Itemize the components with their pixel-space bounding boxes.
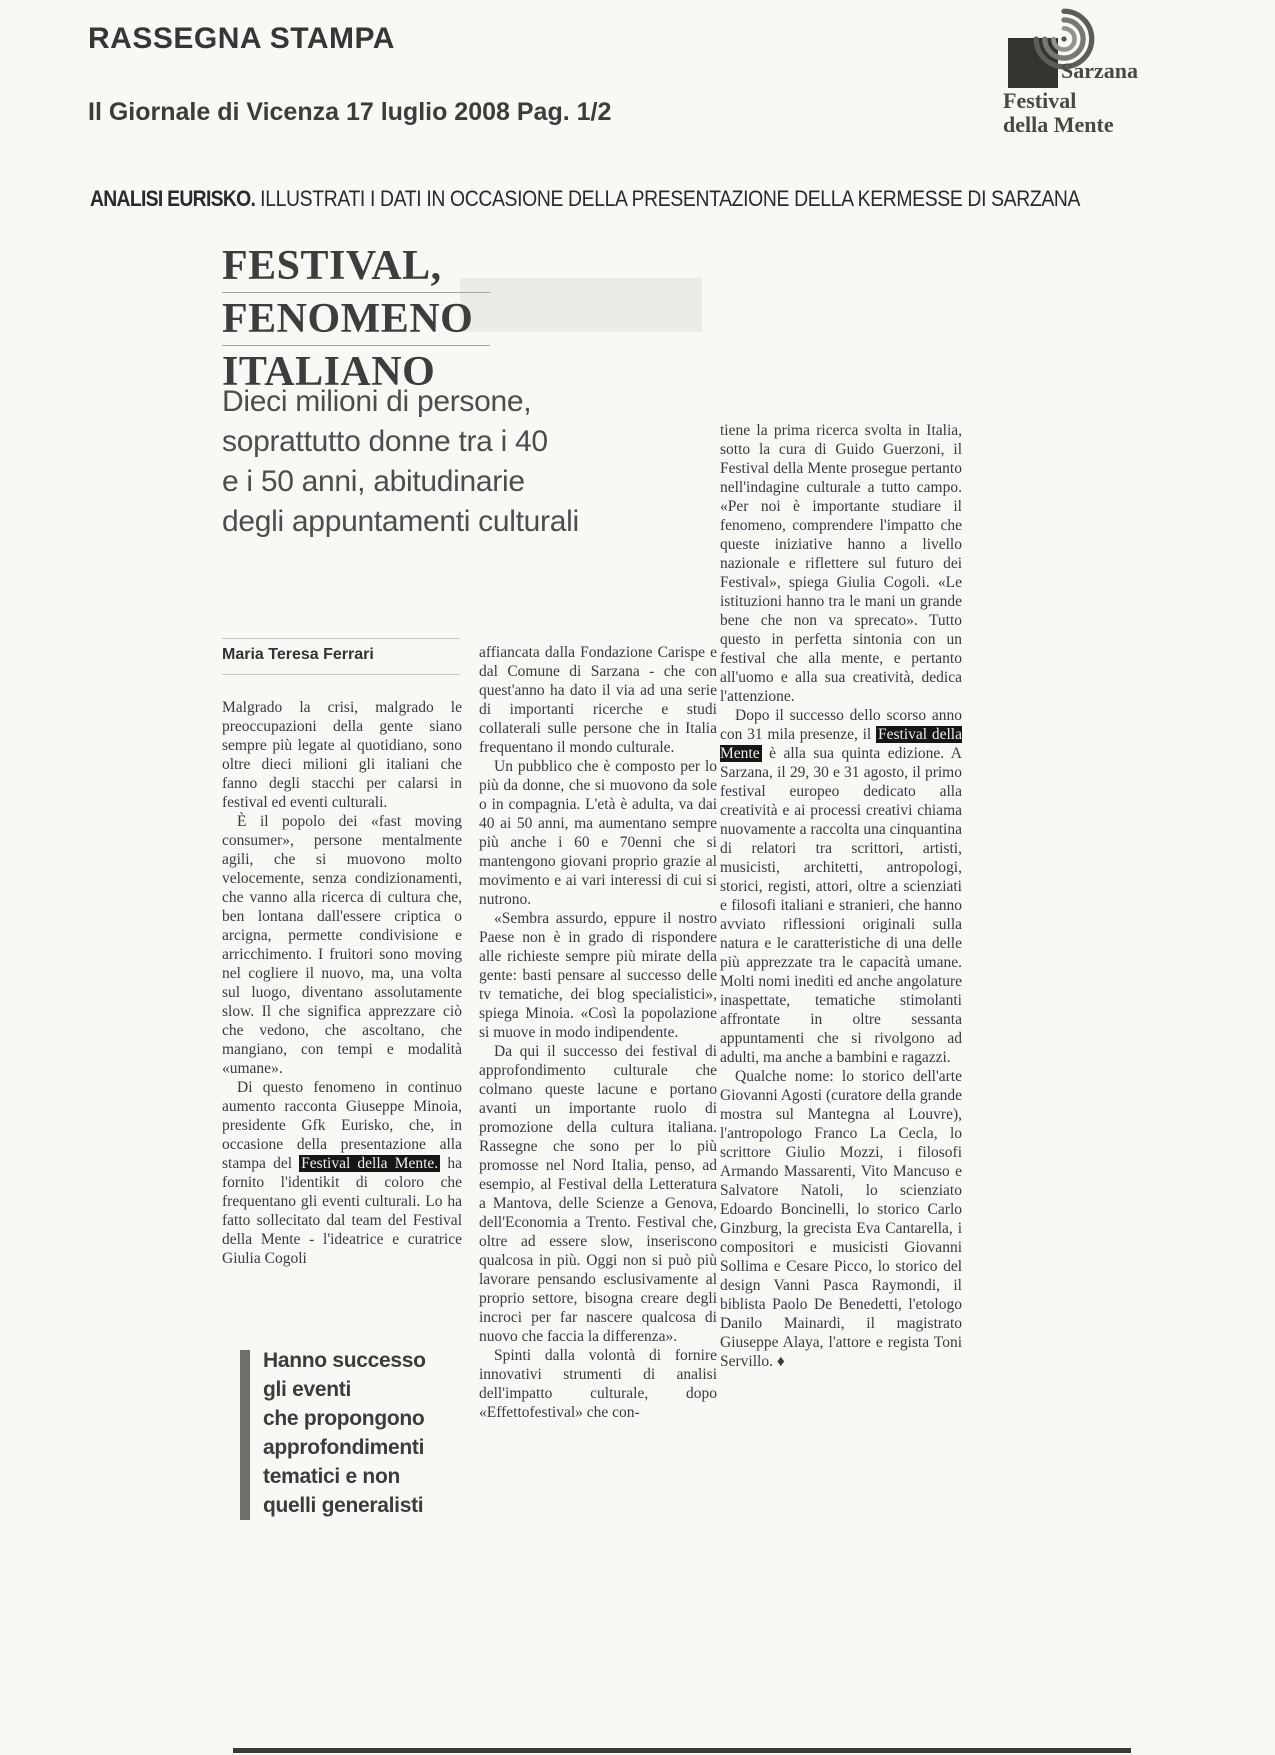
pull-quote-line: approfondimenti bbox=[263, 1436, 425, 1459]
logo-name-line1: Festival bbox=[1003, 88, 1077, 113]
body-column-1 bbox=[222, 698, 462, 1268]
faded-image-area bbox=[460, 278, 702, 332]
scan-bottom-edge bbox=[233, 1748, 1131, 1753]
kicker-rest: ILLUSTRATI I DATI IN OCCASIONE DELLA PRESENTAZIONE DELLA KERMESSE DI SARZANA bbox=[255, 186, 1081, 211]
paragraph bbox=[720, 706, 962, 1067]
deck-line-3: e i 50 anni, abitudinarie bbox=[222, 465, 525, 498]
paragraph: È il popolo dei «fast moving consumer», persone mentalmente agili, che si muovono molto velocemente, senza condizionamenti, che vanno alla ricerca di cultura che, ben lontana dall'essere criptica o arcigna, permette condivisione e arricchimento. I fruitori sono moving nel cogliere il nuovo, ma, una volta sul luogo, diventano assolutamente slow. Il che significa apprezzare ciò che vedono, che ascoltano, che mangiano, con tempi e modalità «umane». bbox=[222, 813, 462, 1077]
body-column-2 bbox=[479, 643, 717, 1422]
paragraph: Un pubblico che è composto per lo più da donne, che si muovono da sole o in compagnia. L'età è adulta, va dai 40 ai 50 anni, ma aumentano sempre più anche i 60 e 70enni che si mantengono giovani proprio grazie al movimento e ai vari interessi di cui si nutrono. bbox=[479, 758, 717, 908]
headline-line-1: FESTIVAL, bbox=[222, 240, 490, 293]
pull-quote-line: gli eventi bbox=[263, 1378, 352, 1401]
logo-name-line2: della Mente bbox=[1003, 112, 1114, 137]
paragraph: Da qui il successo dei festival di approfondimento culturale che colmano queste lacune e portano avanti un importante ruolo di promozione della cultura italiana. Rassegne che sono per lo più promosse nel Nord Italia, penso, ad esempio, al Festival della Letteratura a Mantova, delle Scienze a Genova, dell'Economia a Trento. Festival che, oltre ad essere slow, inseriscono qualcosa in più. Oggi non si può più lavorare pensando esclusivamente al proprio settore, bisogna creare degli incroci per far nascere qualcosa di nuovo che faccia la differenza». bbox=[479, 1043, 717, 1345]
paragraph-text: Di questo fenomeno in continuo aumento racconta Giuseppe Minoia, presidente Gfk Eurisko, che, in occasione della presentazione alla stampa del bbox=[222, 1079, 462, 1172]
kicker-lead: ANALISI EURISKO. bbox=[90, 186, 256, 211]
highlighted-festival-name: Festival della Mente. bbox=[301, 1155, 439, 1172]
paragraph: Qualche nome: lo storico dell'arte Giovanni Agosti (curatore della grande mostra sul Mantegna al Louvre), l'antropologo Franco La Cecla, lo scrittore Giulio Mozzi, i filosofi Armando Massarenti, Vito Mancuso e Salvatore Natoli, lo scienziato Edoardo Boncinelli, lo storico Carlo Ginzburg, la grecista Eva Cantarella, i compositori e musicisti Giovanni Sollima e Cesare Picco, lo storico del design Vanni Pasca Raymondi, il biblista Paolo De Benedetti, l'etologo Danilo Mainardi, il magistrato Giuseppe Alaya, l'attore e regista Toni Servillo. ♦ bbox=[720, 1068, 962, 1370]
body-column-3 bbox=[720, 421, 962, 1371]
kicker-line bbox=[90, 186, 1234, 212]
paragraph-text: ha fornito l'identikit di coloro che frequentano gli eventi culturali. Lo ha fatto sollecitato dal team del Festival della Mente - l'ideatrice e curatrice Giulia Cogoli bbox=[222, 1155, 462, 1267]
pull-quote bbox=[240, 1346, 470, 1520]
paragraph: Malgrado la crisi, malgrado le preoccupazioni della gente siano sempre più legate al quotidiano, sono oltre dieci milioni gli italiani che fanno degli stacchi per calarsi in festival ed eventi culturali. bbox=[222, 699, 462, 811]
festival-della-mente-logo bbox=[995, 10, 1165, 140]
pull-quote-line: quelli generalisti bbox=[263, 1494, 424, 1517]
highlighted-festival-name: Festival della Mente bbox=[720, 726, 962, 762]
pull-quote-bar bbox=[240, 1350, 250, 1520]
pull-quote-line: Hanno successo bbox=[263, 1349, 426, 1372]
paragraph: «Sembra assurdo, eppure il nostro Paese non è in grado di rispondere alle richieste sempre più mirate della gente: basti pensare al successo delle tv tematiche, dei blog specialistici», spiega Minoia. «Così la popolazione si muove in modo indipendente. bbox=[479, 910, 717, 1041]
logo-city-label: Sarzana bbox=[1061, 58, 1138, 83]
newspaper-source-line: Il Giornale di Vicenza 17 luglio 2008 Pag. 1/2 bbox=[88, 98, 612, 126]
paragraph: tiene la prima ricerca svolta in Italia, sotto la cura di Guido Guerzoni, il Festival della Mente prosegue pertanto nell'indagine culturale a tutto campo. «Per noi è importante studiare il fenomeno, comprendere l'impatto che queste iniziative hanno a livello nazionale e riflettere sul futuro dei Festival», spiega Giulia Cogoli. «Le istituzioni hanno tra le mani un grande bene che non va sprecato». Tutto questo in perfetta sintonia con un festival che alla mente, e pertanto all'uomo e alla sua creatività, dedica l'attenzione. bbox=[720, 422, 962, 705]
article-headline bbox=[222, 240, 490, 398]
pull-quote-text bbox=[263, 1346, 470, 1520]
paragraph: affiancata dalla Fondazione Carispe e dal Comune di Sarzana - che con quest'anno ha dato il via ad una serie di importanti ricerche e studi collaterali sulle persone che in Italia frequentano il mondo culturale. bbox=[479, 644, 717, 756]
headline-line-2: FENOMENO bbox=[222, 293, 490, 346]
paragraph-text: Dopo il successo dello scorso anno con 31 mila presenze, il bbox=[720, 707, 962, 743]
paragraph: Spinti dalla volontà di fornire innovativi strumenti di analisi dell'impatto culturale, dopo «Effettofestival» che con- bbox=[479, 1347, 717, 1421]
pull-quote-line: tematici e non bbox=[263, 1465, 400, 1488]
headline-line-3: ITALIANO bbox=[222, 349, 436, 395]
press-review-title: RASSEGNA STAMPA bbox=[88, 22, 395, 55]
byline: Maria Teresa Ferrari bbox=[222, 638, 460, 675]
paragraph bbox=[222, 1078, 462, 1268]
deck-line-4: degli appuntamenti culturali bbox=[222, 505, 579, 538]
paragraph-text: è alla sua quinta edizione. A Sarzana, il 29, 30 e 31 agosto, il primo festival europeo dedicato alla creatività e ai processi creativi chiama nuovamente a raccolta una cinquantina di relatori tra scrittori, artisti, musicisti, architetti, antropologi, storici, registi, attori, oltre a scienziati e filosofi italiani e stranieri, che hanno avviato riflessioni originali sulla natura e le caratteristiche di una delle più apprezzate tra le capacità umane. Molti nomi inediti ed anche angolature inaspettate, tematiche stimolanti affrontate in oltre sessanta appuntamenti che si rivolgono ad adulti, ma anche a bambini e ragazzi. bbox=[720, 745, 962, 1066]
deck-line-2: soprattutto donne tra i 40 bbox=[222, 425, 548, 458]
pull-quote-line: che propongono bbox=[263, 1407, 425, 1430]
deck-line-1: Dieci milioni di persone, bbox=[222, 385, 532, 418]
article-deck bbox=[222, 382, 579, 542]
